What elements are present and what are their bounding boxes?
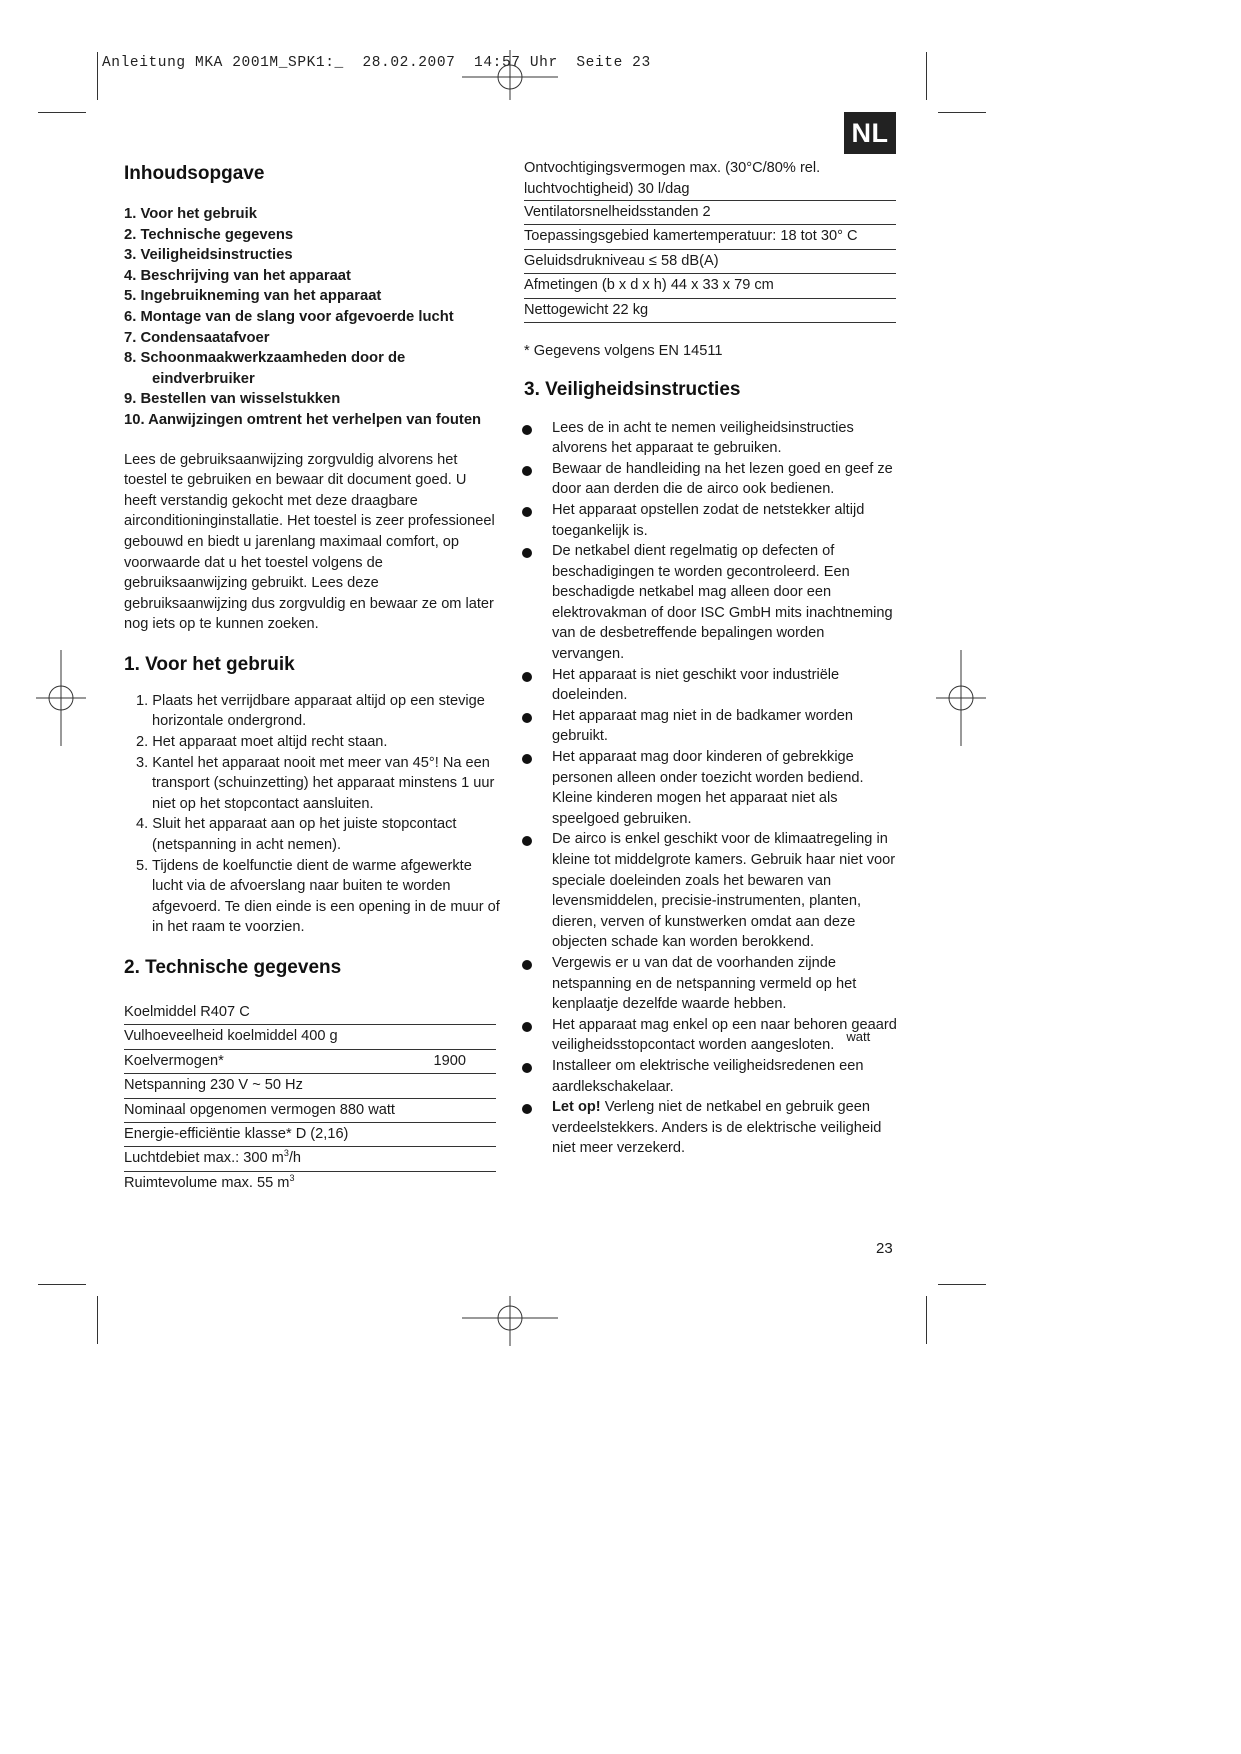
bullet-icon — [522, 1104, 532, 1114]
safety-item — [524, 747, 900, 829]
spec-text: Nettogewicht 22 kg — [524, 301, 649, 318]
safety-item — [524, 1056, 900, 1097]
spec-row — [124, 1099, 496, 1123]
spec-row — [124, 1025, 496, 1049]
safety-text: Het apparaat is niet geschikt voor industriële doeleinden. — [552, 666, 840, 704]
toc-item: 6. Montage van de slang voor afgevoerde lucht — [124, 308, 454, 325]
registration-mark-icon — [36, 650, 86, 746]
bullet-icon — [522, 1022, 532, 1032]
safety-text: Het apparaat opstellen zodat de netstekker altijd toegankelijk is. — [552, 501, 865, 539]
crop-mark — [38, 112, 86, 113]
crop-mark — [38, 1284, 86, 1285]
bullet-icon — [522, 507, 532, 517]
toc-item: 10. Aanwijzingen omtrent het verhelpen van fouten — [124, 411, 482, 428]
safety-item — [524, 541, 900, 665]
safety-text: Het apparaat mag niet in de badkamer worden gebruikt. — [552, 707, 853, 745]
spec-row — [124, 1172, 496, 1195]
safety-item — [524, 706, 900, 747]
bullet-icon — [522, 836, 532, 846]
step-item: 2. Het apparaat moet altijd recht staan. — [136, 734, 388, 751]
spec-text: Ontvochtigingsvermogen max. (30°C/80% rel. luchtvochtigheid) 30 l/dag — [524, 160, 821, 197]
spec-table-right — [524, 158, 896, 323]
spec-unit: /h — [288, 1150, 301, 1167]
safety-item — [524, 1097, 900, 1159]
superscript: 3 — [283, 1148, 289, 1159]
safety-text: Installeer om elektrische veiligheidsredenen een aardlekschakelaar. — [552, 1057, 864, 1095]
safety-text: De airco is enkel geschikt voor de klimaatregeling in kleine tot middelgrote kamers. Gebruik haar niet voor speciale doeleinden zoals het bewaren van levensmiddelen, precisie-instrumenten, planten, dieren, verven of kunstwerken omdat aan deze objecten schade kan worden berokkend. — [552, 831, 896, 951]
safety-item — [524, 953, 900, 1015]
spec-row — [124, 1050, 496, 1074]
step-item: 3. Kantel het apparaat nooit met meer van 45°! Na een transport (schuinzetting) het apparaat minstens 1 uur niet op het stopcontact aansluiten. — [136, 754, 495, 812]
toc-item: 7. Condensaatafvoer — [124, 329, 270, 346]
step-item: 1. Plaats het verrijdbare apparaat altijd op een stevige horizontale ondergrond. — [136, 692, 485, 730]
spec-text: Energie-efficiëntie klasse* D (2,16) — [124, 1125, 349, 1142]
spec-row — [524, 225, 896, 249]
crop-mark — [938, 1284, 986, 1285]
cooling-value: 1900 — [433, 1052, 466, 1069]
crop-mark — [97, 52, 98, 100]
page-number: 23 — [876, 1240, 893, 1257]
bullet-icon — [522, 425, 532, 435]
safety-item — [524, 459, 900, 500]
spec-row — [524, 274, 896, 298]
spec-row — [524, 299, 896, 323]
spec-text: Geluidsdrukniveau ≤ 58 dB(A) — [524, 252, 719, 269]
toc-item: 4. Beschrijving van het apparaat — [124, 267, 351, 284]
toc-item: 8. Schoonmaakwerkzaamheden door de eindverbruiker — [124, 350, 406, 387]
safety-text: Het apparaat mag enkel op een naar behoren geaard veiligheidsstopcontact worden aangesloten. — [552, 1016, 897, 1054]
safety-text: Bewaar de handleiding na het lezen goed en geef ze door aan derden die de airco ook bedienen. — [552, 460, 893, 498]
bullet-icon — [522, 754, 532, 764]
spec-text: Netspanning 230 V ~ 50 Hz — [124, 1077, 303, 1094]
spec-row — [124, 1147, 496, 1171]
spec-text: Ventilatorsnelheidsstanden 2 — [524, 204, 711, 220]
spec-text: Luchtdebiet max.: 300 m — [124, 1150, 284, 1167]
superscript: 3 — [289, 1172, 295, 1183]
step-item: 4. Sluit het apparaat aan op het juiste stopcontact (netspanning in acht nemen). — [136, 816, 457, 854]
spec-text: Afmetingen (b x d x h) 44 x 33 x 79 cm — [524, 277, 774, 294]
section1-list — [124, 691, 500, 938]
registration-mark-icon — [462, 50, 558, 100]
safety-item — [524, 500, 900, 541]
print-slug: Anleitung MKA 2001M_SPK1:_ 28.02.2007 14:57 Uhr Seite 23 — [102, 55, 651, 71]
spec-row — [524, 201, 896, 225]
safety-item — [524, 1015, 900, 1056]
section2-title: 2. Technische gegevens — [124, 957, 342, 978]
safety-text: De netkabel dient regelmatig op defecten of beschadigingen te worden gecontroleerd. Een beschadigde netkabel mag alleen door een elektrovakman of door ISC GmbH mits inachtneming van de desbetreffende bepalingen worden vervangen. — [552, 543, 893, 663]
spec-row — [124, 1001, 496, 1025]
crop-mark — [926, 52, 927, 100]
spec-row — [524, 250, 896, 274]
bullet-icon — [522, 672, 532, 682]
spec-text: Toepassingsgebied kamertemperatuur: 18 tot 30° C — [524, 228, 858, 245]
crop-mark — [926, 1296, 927, 1344]
toc-item: 3. Veiligheidsinstructies — [124, 247, 293, 264]
section3-title: 3. Veiligheidsinstructies — [524, 378, 741, 400]
warning-label: Let op! — [552, 1099, 601, 1116]
toc-title: Inhoudsopgave — [124, 163, 265, 184]
bullet-icon — [522, 466, 532, 476]
toc-item: 9. Bestellen van wisselstukken — [124, 391, 341, 408]
footnote: * Gegevens volgens EN 14511 — [524, 342, 723, 359]
section1-title: 1. Voor het gebruik — [124, 653, 295, 675]
safety-item — [524, 418, 900, 459]
safety-item — [524, 665, 900, 706]
spec-text: Vulhoeveelheid koelmiddel 400 g — [124, 1028, 338, 1045]
toc-item: 1. Voor het gebruik — [124, 206, 257, 222]
spec-row — [524, 158, 896, 201]
safety-item — [524, 829, 900, 953]
crop-mark — [938, 112, 986, 113]
cooling-unit: watt — [846, 1029, 871, 1045]
intro-paragraph: Lees de gebruiksaanwijzing zorgvuldig alvorens het toestel te gebruiken en bewaar dit document goed. U heeft verstandig gekocht met deze draagbare airconditioninginstallatie. Het toestel is zeer professioneel gebouwd en biedt u jarenlang maximaal comfort, op voorwaarde dat u het toestel volgens de gebruiksaanwijzing gebruikt. Lees deze gebruiksaanwijzing dus zorgvuldig en bewaar ze om later nog iets op te kunnen zoeken. — [124, 451, 495, 633]
bullet-icon — [522, 548, 532, 558]
spec-text: Koelmiddel R407 C — [124, 1004, 250, 1020]
spec-text: Ruimtevolume max. 55 m — [124, 1174, 290, 1191]
safety-text: Lees de in acht te nemen veiligheidsinstructies alvorens het apparaat te gebruiken. — [552, 419, 854, 457]
registration-mark-icon — [462, 1296, 558, 1346]
step-item: 5. Tijdens de koelfunctie dient de warme afgewerkte lucht via de afvoerslang naar buiten te worden afgevoerd. Te dien einde is een opening in de muur of in het raam te voorzien. — [136, 857, 500, 936]
safety-text: Vergewis er u van dat de voorhanden zijnde netspanning en de netspanning vermeld op het kenplaatje dezelfde waarde hebben. — [552, 954, 857, 1013]
bullet-icon — [522, 713, 532, 723]
spec-text: Koelvermogen* — [124, 1052, 224, 1069]
toc-item: 5. Ingebruikneming van het apparaat — [124, 288, 382, 305]
spec-text: Nominaal opgenomen vermogen 880 watt — [124, 1101, 395, 1118]
language-badge: NL — [844, 112, 896, 154]
right-column — [524, 162, 900, 1159]
safety-text: Het apparaat mag door kinderen of gebrekkige personen alleen onder toezicht worden bediend. Kleine kinderen mogen het apparaat niet als speelgoed gebruiken. — [552, 749, 864, 827]
registration-mark-icon — [936, 650, 986, 746]
safety-text: Verleng niet de netkabel en gebruik geen verdeelstekkers. Anders is de elektrische veiligheid niet meer verzekerd. — [552, 1099, 882, 1157]
spec-row — [124, 1074, 496, 1098]
left-column — [124, 162, 500, 1195]
bullet-icon — [522, 1063, 532, 1073]
toc-list — [124, 204, 500, 431]
crop-mark — [97, 1296, 98, 1344]
bullet-icon — [522, 960, 532, 970]
safety-list — [524, 418, 900, 1159]
spec-table-left — [124, 1001, 496, 1195]
spec-row — [124, 1123, 496, 1147]
toc-item: 2. Technische gegevens — [124, 226, 294, 243]
